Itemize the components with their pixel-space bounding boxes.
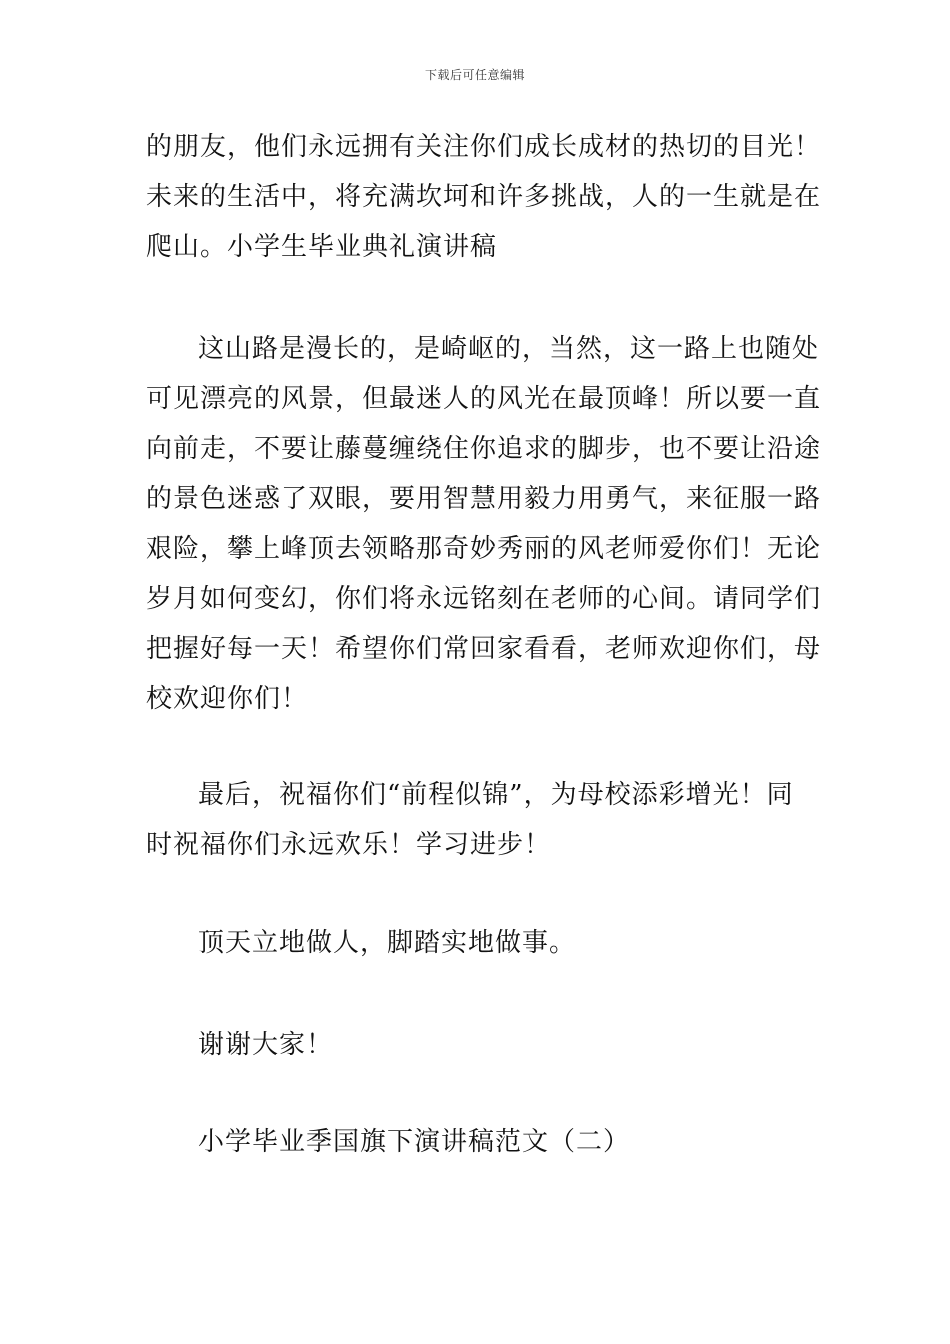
paragraph-continuation <box>146 122 822 272</box>
text-line: 谢谢大家！ <box>198 1030 334 1060</box>
paragraph-blessing <box>146 770 810 870</box>
text-line: 把握好每一天！希望你们常回家看看，老师欢迎你们，母 <box>146 634 822 664</box>
text-line: 的朋友，他们永远拥有关注你们成长成材的热切的目光！ <box>146 132 822 162</box>
paragraph-thanks <box>146 1020 810 1070</box>
text-line: 岁月如何变幻，你们将永远铭刻在老师的心间。请同学们 <box>146 584 822 614</box>
text-line: 顶天立地做人，脚踏实地做事。 <box>198 928 577 958</box>
paragraph-mountain-road <box>146 324 822 724</box>
text-line: 这山路是漫长的，是崎岖的，当然，这一路上也随处 <box>198 334 820 364</box>
text-line: 时祝福你们永远欢乐！学习进步！ <box>146 830 552 860</box>
text-line: 小学毕业季国旗下演讲稿范文（二） <box>198 1127 631 1157</box>
section-heading <box>146 1117 810 1167</box>
text-line: 的景色迷惑了双眼，要用智慧用毅力用勇气，来征服一路 <box>146 484 822 514</box>
text-line: 艰险，攀上峰顶去领略那奇妙秀丽的风老师爱你们！无论 <box>146 534 822 564</box>
text-line: 校欢迎你们！ <box>146 684 309 714</box>
text-line: 向前走，不要让藤蔓缠绕住你追求的脚步，也不要让沿途 <box>146 434 822 464</box>
page-header: 下载后可任意编辑 <box>424 68 525 82</box>
text-line: 可见漂亮的风景，但最迷人的风光在最顶峰！所以要一直 <box>146 384 822 414</box>
text-line: 爬山。小学生毕业典礼演讲稿 <box>146 232 498 262</box>
text-line: 最后，祝福你们“前程似锦”，为母校添彩增光！同 <box>198 780 794 810</box>
paragraph-motto <box>146 918 810 968</box>
text-line: 未来的生活中，将充满坎坷和许多挑战，人的一生就是在 <box>146 182 822 212</box>
